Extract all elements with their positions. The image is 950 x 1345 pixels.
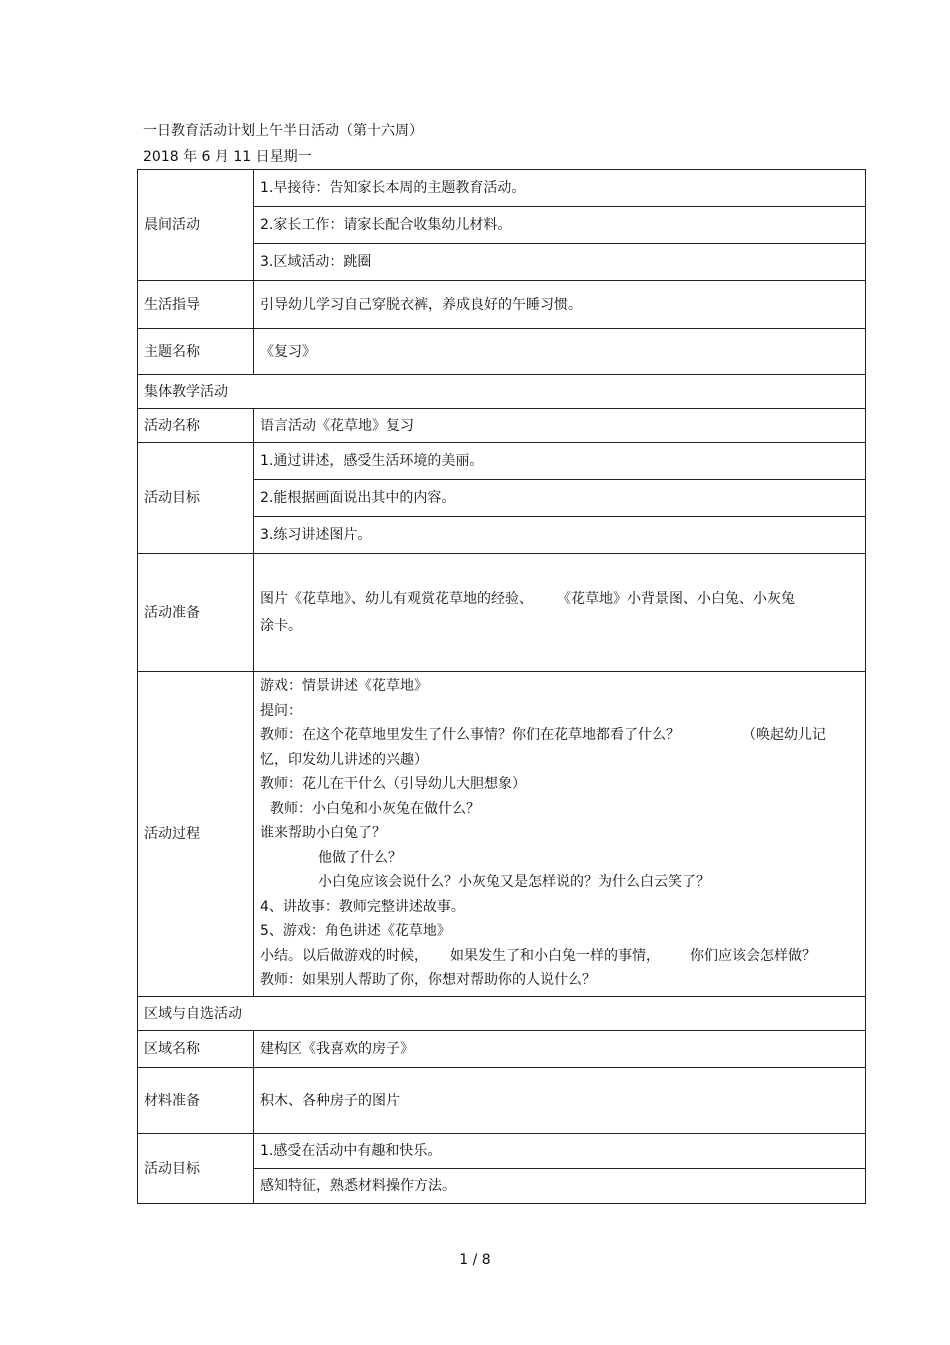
process-text: 你们应该会怎样做？ bbox=[690, 947, 816, 964]
process-line: 忆，印发幼儿讲述的兴趣） bbox=[260, 751, 428, 768]
table-row bbox=[138, 554, 866, 672]
process-text: 如果发生了和小白兔一样的事情， bbox=[450, 947, 660, 964]
prep-line-2: 涂卡。 bbox=[260, 617, 302, 634]
materials-value: 积木、各种房子的图片 bbox=[254, 1068, 866, 1134]
process-line: 谁来帮助小白兔了？ bbox=[260, 825, 386, 841]
document-date: 2018 年 6 月 11 日星期一 bbox=[143, 149, 312, 165]
process-line: 教师：小白兔和小灰兔在做什么？ bbox=[270, 800, 480, 817]
process-line: 4、讲故事：教师完整讲述故事。 bbox=[260, 898, 465, 915]
row-label-area-goals: 活动目标 bbox=[138, 1134, 254, 1204]
goal-item-3: 3.练习讲述图片。 bbox=[254, 517, 866, 554]
morning-item-3: 3.区域活动：跳圈 bbox=[254, 244, 866, 281]
goal-item-2: 2.能根据画面说出其中的内容。 bbox=[254, 480, 866, 517]
life-value: 引导幼儿学习自己穿脱衣裤，养成良好的午睡习惯。 bbox=[254, 281, 866, 329]
process-line: 教师：花儿在干什么（引导幼儿大胆想象） bbox=[260, 776, 526, 792]
row-label-process: 活动过程 bbox=[138, 672, 254, 997]
table-row bbox=[138, 281, 866, 329]
document-title: 一日教育活动计划上午半日活动（第十六周） bbox=[143, 123, 423, 139]
table-row bbox=[138, 997, 866, 1031]
row-label-area-name: 区域名称 bbox=[138, 1031, 254, 1068]
process-text: 教师：在这个花草地里发生了什么事情？你们在花草地都看了什么？ bbox=[260, 727, 680, 743]
row-label-morning: 晨间活动 bbox=[138, 170, 254, 281]
row-label-life: 生活指导 bbox=[138, 281, 254, 329]
process-line: 小白兔应该会说什么？小灰兔又是怎样说的？为什么白云笑了？ bbox=[318, 874, 710, 890]
plan-table bbox=[137, 169, 866, 1204]
table-row bbox=[138, 375, 866, 409]
table-row bbox=[138, 1031, 866, 1068]
page-number: 1 / 8 bbox=[459, 1252, 491, 1268]
process-text: （唤起幼儿记 bbox=[742, 727, 826, 743]
morning-item-1: 1.早接待：告知家长本周的主题教育活动。 bbox=[254, 170, 866, 207]
prep-value bbox=[254, 554, 866, 672]
area-name-value: 建构区《我喜欢的房子》 bbox=[254, 1031, 866, 1068]
row-label-goals: 活动目标 bbox=[138, 443, 254, 554]
section-group-teaching: 集体教学活动 bbox=[138, 375, 866, 409]
area-goal-item-1: 1.感受在活动中有趣和快乐。 bbox=[254, 1134, 866, 1169]
row-label-activity-name: 活动名称 bbox=[138, 409, 254, 443]
process-line bbox=[260, 944, 859, 969]
goal-item-1: 1.通过讲述，感受生活环境的美丽。 bbox=[254, 443, 866, 480]
process-line: 提问： bbox=[260, 702, 302, 719]
section-area-activities: 区域与自选活动 bbox=[138, 997, 866, 1031]
table-row bbox=[138, 170, 866, 207]
prep-text-1a: 图片《花草地》、幼儿有观赏花草地的经验、 bbox=[260, 590, 533, 607]
row-label-materials: 材料准备 bbox=[138, 1068, 254, 1134]
table-row bbox=[138, 1134, 866, 1169]
table-row bbox=[138, 409, 866, 443]
table-row bbox=[138, 443, 866, 480]
row-label-prep: 活动准备 bbox=[138, 554, 254, 672]
process-line: 5、游戏：角色讲述《花草地》 bbox=[260, 923, 451, 939]
process-line: 教师：如果别人帮助了你，你想对帮助你的人说什么？ bbox=[260, 972, 596, 988]
area-goal-item-2: 感知特征，熟悉材料操作方法。 bbox=[254, 1169, 866, 1204]
table-row bbox=[138, 329, 866, 375]
prep-line-1 bbox=[260, 586, 859, 613]
table-row bbox=[138, 1068, 866, 1134]
table-row bbox=[138, 672, 866, 997]
process-line: 他做了什么？ bbox=[318, 849, 402, 866]
process-line bbox=[260, 723, 859, 748]
morning-item-2: 2.家长工作：请家长配合收集幼儿材料。 bbox=[254, 207, 866, 244]
row-label-theme: 主题名称 bbox=[138, 329, 254, 375]
prep-text-1b: 《花草地》小背景图、小白兔、小灰兔 bbox=[557, 590, 795, 607]
process-text: 小结。以后做游戏的时候， bbox=[260, 947, 428, 964]
theme-value: 《复习》 bbox=[254, 329, 866, 375]
activity-name-value: 语言活动《花草地》复习 bbox=[254, 409, 866, 443]
process-line: 游戏：情景讲述《花草地》 bbox=[260, 678, 428, 694]
process-value bbox=[254, 672, 866, 997]
